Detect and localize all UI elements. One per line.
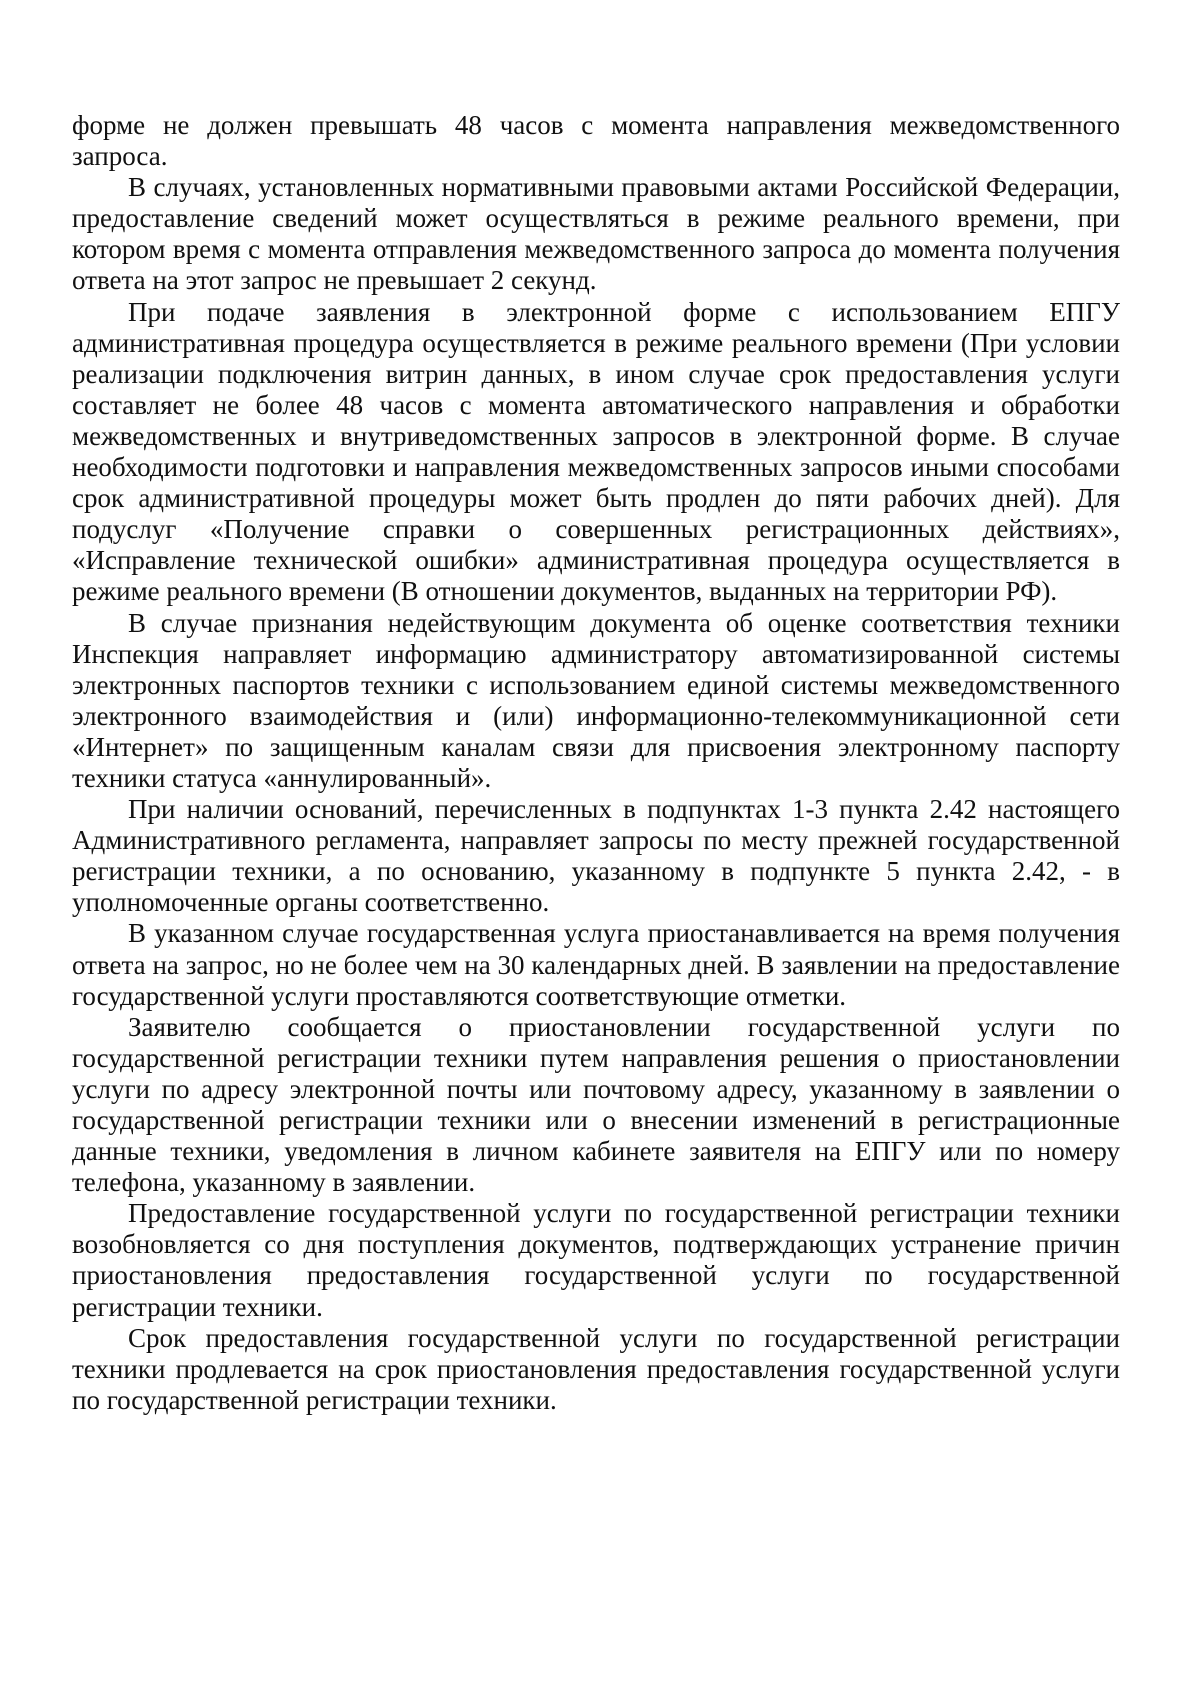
paragraph-real-time-provision: В случаях, установленных нормативными правовыми актами Российской Федерации, предоставление сведений может осуществляться в режиме реального времени, при котором время с момента отправления межведомственного запроса до момента получения ответа на этот запрос не превышает 2 секунд. (72, 172, 1120, 296)
paragraph-epgu-submission: При подаче заявления в электронной форме с использованием ЕПГУ административная процедура осуществляется в режиме реального времени (При условии реализации подключения витрин данных, в ином случае срок предоставления услуги составляет не более 48 часов с момента автоматического направления и обработки межведомственных и внутриведомственных запросов в электронной форме. В случае необходимости подготовки и направления межведомственных запросов иными способами срок административной процедуры может быть продлен до пяти рабочих дней). Для подуслуг «Получение справки о совершенных регистрационных действиях», «Исправление технической ошибки» административная процедура осуществляется в режиме реального времени (В отношении документов, выданных на территории РФ). (72, 296, 1120, 607)
paragraph-invalid-conformity-document: В случае признания недействующим документа об оценке соответствия техники Инспекция направляет информацию администратору автоматизированной системы электронных паспортов техники с использованием единой системы межведомственного электронного взаимодействия и (или) информационно-телекоммуникационной сети «Интернет» по защищенным каналам связи для присвоения электронному паспорту техники статуса «аннулированный». (72, 607, 1120, 793)
paragraph-term-extension: Срок предоставления государственной услуги по государственной регистрации техники продлевается на срок приостановления предоставления государственной услуги по государственной регистрации техники. (72, 1322, 1120, 1415)
paragraph-service-suspension: В указанном случае государственная услуга приостанавливается на время получения ответа на запрос, но не более чем на 30 календарных дней. В заявлении на предоставление государственной услуги проставляются соответствующие отметки. (72, 918, 1120, 1011)
paragraph-continuation: форме не должен превышать 48 часов с момента направления межведомственного запроса. (72, 110, 1120, 172)
paragraph-grounds-requests: При наличии оснований, перечисленных в подпунктах 1-3 пункта 2.42 настоящего Административного регламента, направляет запросы по месту прежней государственной регистрации техники, а по основанию, указанному в подпункте 5 пункта 2.42, - в уполномоченные органы соответственно. (72, 794, 1120, 918)
paragraph-applicant-notification: Заявителю сообщается о приостановлении государственной услуги по государственной регистрации техники путем направления решения о приостановлении услуги по адресу электронной почты или почтовому адресу, указанному в заявлении о государственной регистрации техники или о внесении изменений в регистрационные данные техники, уведомления в личном кабинете заявителя на ЕПГУ или по номеру телефона, указанному в заявлении. (72, 1011, 1120, 1198)
paragraph-service-resumption: Предоставление государственной услуги по государственной регистрации техники возобновляется со дня поступления документов, подтверждающих устранение причин приостановления предоставления государственной услуги по государственной регистрации техники. (72, 1198, 1120, 1322)
document-body (72, 110, 1120, 1416)
